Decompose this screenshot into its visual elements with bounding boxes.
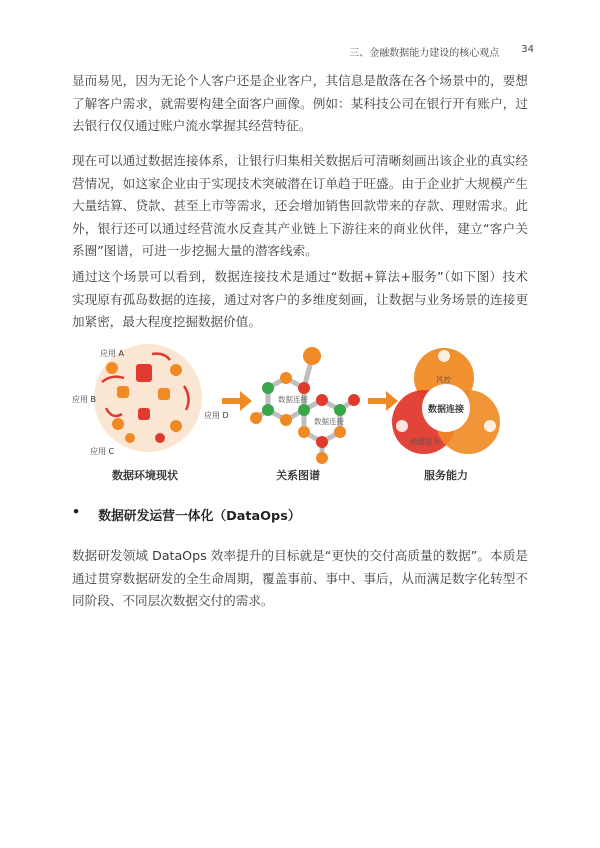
app-icon — [112, 418, 124, 430]
graph-node — [262, 382, 274, 394]
app-icon — [138, 408, 150, 420]
app-b-label: 应用 B — [72, 395, 97, 404]
environment-circle — [94, 344, 202, 452]
app-icon — [155, 433, 165, 443]
graph-node — [298, 382, 310, 394]
graph-node — [298, 404, 310, 416]
app-icon — [158, 388, 170, 400]
paragraph-1: 显而易见，因为无论个人客户还是企业客户，其信息是散落在各个场景中的，要想了解客户需求，就需要构建全面客户画像。例如：某科技公司在银行开有账户，过去银行仅仅通过账户流水掌握其经营特征。 — [72, 73, 528, 133]
graph-node — [303, 347, 321, 365]
panel-caption-service: 服务能力 — [424, 469, 468, 482]
relationship-graph-panel — [250, 347, 360, 482]
app-icon — [106, 362, 118, 374]
app-a-label: 应用 A — [100, 349, 125, 358]
app-icon — [117, 386, 129, 398]
graph-node — [334, 426, 346, 438]
paragraph-2: 现在可以通过数据连接体系，让银行归集相关数据后可清晰刻画出该企业的真实经营情况，如这家企业由于实现技术突破潜在订单趋于旺盛。由于企业扩大规模产生大量结算、贷款、甚至上市等需求，还会增加销售回款带来的存款、理财需求。此外，银行还可以通过经营流水反查其产业链上下游往来的商业伙伴，建立“客户关系圈”图谱，可进一步挖掘大量的潜客线索。 — [72, 153, 528, 258]
header-section-title: 三、金融数据能力建设的核心观点 — [349, 48, 500, 59]
panel-caption-graph: 关系图谱 — [276, 469, 320, 482]
graph-node — [262, 404, 274, 416]
panel-caption-environment: 数据环境现状 — [112, 469, 178, 482]
graph-label: 数据连接 — [278, 395, 308, 404]
arrow-right-icon — [368, 391, 398, 411]
graph-node — [316, 394, 328, 406]
graph-node — [334, 404, 346, 416]
graph-node — [280, 414, 292, 426]
graph-node — [298, 426, 310, 438]
venn-icon — [438, 350, 450, 362]
graph-node — [316, 436, 328, 448]
venn-center-label: 数据连接 — [428, 405, 465, 415]
venn-icon — [396, 420, 408, 432]
paragraph-4: 数据研发领域 DataOps 效率提升的目标就是“更快的交付高质量的数据”。本质是通过贯穿数据研发的全生命周期，覆盖事前、事中、事后，从而满足数字化转型不同阶段、不同层次数据交付的需求。 — [72, 548, 528, 608]
bullet: • — [72, 505, 81, 520]
app-icon — [170, 420, 182, 432]
data-connection-figure — [72, 338, 532, 488]
app-icon — [170, 364, 182, 376]
graph-node — [280, 372, 292, 384]
graph-node — [316, 452, 328, 464]
page-number: 34 — [521, 44, 534, 55]
service-capability-panel — [392, 348, 500, 482]
app-c-label: 应用 C — [90, 447, 115, 456]
running-header — [349, 44, 534, 59]
venn-label-left: 画像服务 — [410, 437, 440, 446]
app-d-label: 应用 D — [204, 411, 229, 420]
data-environment-panel — [72, 344, 229, 482]
section-heading — [72, 505, 301, 524]
section-title: 数据研发运营一体化（DataOps） — [98, 509, 301, 524]
venn-label-top: 风控 — [436, 375, 451, 384]
graph-node — [348, 394, 360, 406]
graph-node — [250, 412, 262, 424]
app-icon — [136, 364, 152, 382]
paragraph-3: 通过这个场景可以看到，数据连接技术是通过“数据+算法+服务”（如下图）技术实现原有孤岛数据的连接，通过对客户的多维度刻画，让数据与业务场景的连接更加紧密，最大程度挖掘数据价值。 — [72, 269, 528, 329]
venn-icon — [484, 420, 496, 432]
arrow-right-icon — [222, 391, 252, 411]
graph-label: 数据连接 — [314, 417, 344, 426]
app-icon — [125, 433, 135, 443]
